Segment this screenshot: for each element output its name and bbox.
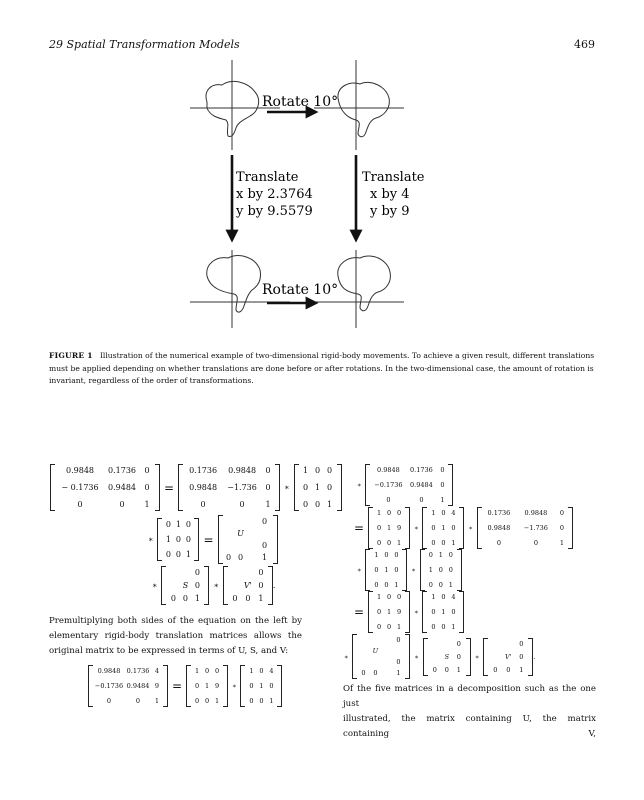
label-right-translate-3: y by 9 (370, 204, 410, 219)
label-rotate-top: Rotate 10° (262, 94, 339, 110)
matrix-r2c: 0.1736 0.9848 0 0.9848 −1.736 0 0 0 1 (477, 507, 573, 549)
eq-right-line-1: ∗ 0.9848 0.1736 0 −0.1736 0.9484 0 0 0 1 (353, 464, 453, 506)
figure-caption (49, 350, 595, 388)
matrix-r2a: 1 0 0 0 1 9 0 0 1 (368, 507, 410, 549)
eq-right-line-3: ∗ 1 0 0 0 1 0 0 0 1 ∗ 0 1 0 1 0 0 0 0 1 (353, 549, 462, 591)
label-rotate-bottom: Rotate 10° (262, 282, 339, 298)
running-header-title: 29 Spatial Transformation Models (49, 38, 240, 51)
matrix-s: 0 S 0 0 0 1 (161, 566, 209, 605)
matrix-r5a: 0 U 0 0 0 1 (352, 634, 410, 679)
label-left-translate-2: x by 2.3764 (236, 187, 313, 202)
matrix-j: 1 0 4 0 1 0 0 0 1 (240, 665, 282, 707)
eq-right-line-5: ∗ 0 U 0 0 0 1 ∗ 0 S 0 0 0 1 ∗ 0 V' 0 0 0 1 . (344, 636, 536, 677)
label-right-translate-1: Translate (362, 170, 425, 185)
label-left-translate-3: y by 9.5579 (236, 204, 313, 219)
matrix-r5c: 0 V' 0 0 0 1 (483, 638, 533, 676)
matrix-r2b: 1 0 4 0 1 0 0 0 1 (422, 507, 464, 549)
eq-left-line-1: 0.9848 0.1736 0 − 0.1736 0.9484 0 0 0 1 = 0.1736 0.9848 0 0.9848 −1.736 0 0 0 1 ∗ 1 0 0 0 1 0 0 0 1 (50, 464, 342, 511)
paragraph-right: Of the five matrices in a decomposition such as the one just illustrated, the matrix containing U, the matrix containing V, (343, 684, 596, 739)
page-number: 469 (574, 38, 595, 51)
label-left-translate-1: Translate (236, 170, 299, 185)
caption-text: Illustration of the numerical example of two-dimensional rigid-body movements. To achieve a given result, different translations must be applied depending on whether translations are done before or after rotations. In the two-dimensional case, the amount of rotation is invariant, regardless of the order of transformations. (49, 351, 595, 385)
matrix-r5b: 0 S 0 0 0 1 (423, 638, 471, 676)
paragraph-left: Premultiplying both sides of the equation on the left by elementary rigid-body translation matrices allows the original matrix to be expressed in terms of U, S, and V: (49, 616, 302, 656)
eq-left-line-4: 0.9848 0.1736 4 −0.1736 0.9484 9 0 0 1 = 1 0 0 0 1 9 0 0 1 ∗ 1 0 4 0 1 0 0 0 1 (88, 665, 282, 707)
matrix-a: 0.9848 0.1736 0 − 0.1736 0.9484 0 0 0 1 (50, 464, 160, 511)
matrix-r4b: 1 0 4 0 1 0 0 0 1 (422, 591, 464, 633)
matrix-r1: 0.9848 0.1736 0 −0.1736 0.9484 0 0 0 1 (365, 464, 453, 506)
label-right-translate-2: x by 4 (370, 187, 410, 202)
matrix-h: 0.9848 0.1736 4 −0.1736 0.9484 9 0 0 1 (88, 665, 168, 707)
figure-1 (0, 0, 644, 345)
matrix-r3b: 0 1 0 1 0 0 0 0 1 (420, 549, 462, 591)
matrix-v: 0 V' 0 0 0 1 (223, 566, 273, 605)
matrix-i: 1 0 0 0 1 9 0 0 1 (186, 665, 228, 707)
eq-right-line-2: = 1 0 0 0 1 9 0 0 1 ∗ 1 0 4 0 1 0 0 0 1 ∗ 0.1736 0.9848 0 0.9848 −1.736 0 0 0 1 (350, 507, 573, 549)
matrix-r4a: 1 0 0 0 1 9 0 0 1 (368, 591, 410, 633)
eq-right-line-4: = 1 0 0 0 1 9 0 0 1 ∗ 1 0 4 0 1 0 0 0 1 (350, 591, 464, 633)
eq-left-line-2: ∗ 0 1 0 1 0 0 0 0 1 = 0 U 0 0 0 1 (144, 515, 278, 564)
matrix-c: 1 0 0 0 1 0 0 0 1 (294, 464, 342, 511)
matrix-e: 0 U 0 0 0 1 (218, 515, 278, 564)
matrix-d: 0 1 0 1 0 0 0 0 1 (157, 518, 199, 561)
eq-left-line-3: ∗ 0 S 0 0 0 1 ∗ 0 V' 0 0 0 1 . (152, 568, 276, 603)
matrix-b: 0.1736 0.9848 0 0.9848 −1.736 0 0 0 1 (178, 464, 280, 511)
caption-label: FIGURE 1 (49, 351, 93, 360)
matrix-r3a: 1 0 0 0 1 0 0 0 1 (365, 549, 407, 591)
